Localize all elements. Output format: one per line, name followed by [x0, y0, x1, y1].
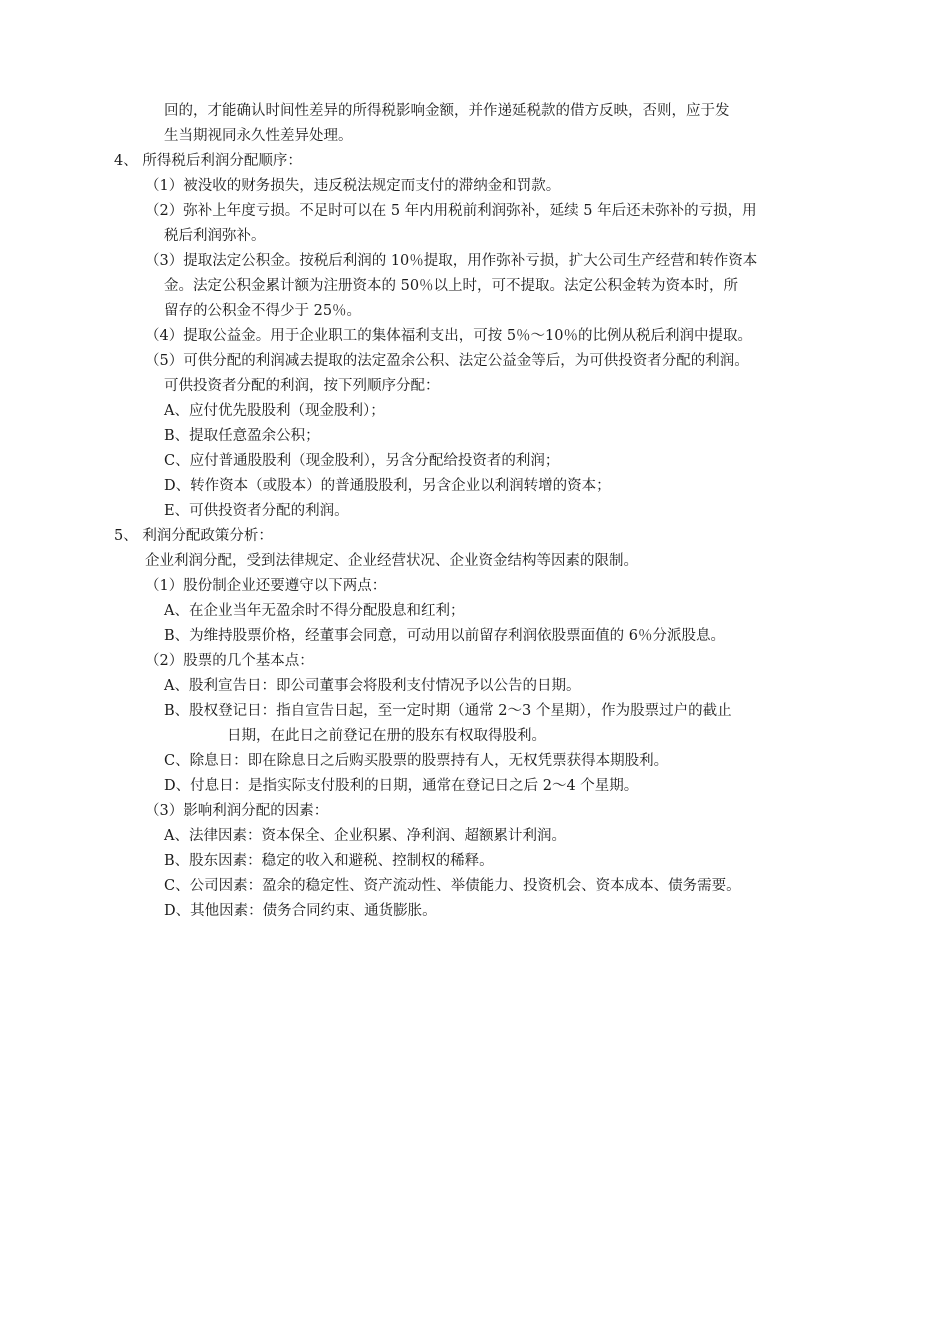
section-4-item-3-line-1: （3）提取法定公积金。按税后利润的 10％提取，用作弥补亏损，扩大公司生产经营和转作资本 — [145, 253, 758, 269]
section-5-part-3-b: B、股东因素：稳定的收入和避税、控制权的稀释。 — [164, 853, 494, 869]
section-4-sub-b: B、提取任意盈余公积； — [164, 428, 320, 444]
section-4-item-2-line-2: 税后利润弥补。 — [164, 228, 266, 244]
section-4-item-5-line-2: 可供投资者分配的利润，按下列顺序分配： — [164, 378, 440, 394]
continuation-line-2: 生当期视同永久性差异处理。 — [164, 128, 353, 144]
section-5-part-2-b-line-2: 日期，在此日之前登记在册的股东有权取得股利。 — [227, 728, 546, 744]
section-4-sub-a: A、应付优先股股利（现金股利）； — [164, 403, 385, 419]
section-5-part-2-d: D、付息日：是指实际支付股利的日期，通常在登记日之后 2～4 个星期。 — [164, 778, 639, 794]
section-5-part-1-title: （1）股份制企业还要遵守以下两点： — [145, 578, 387, 594]
section-4-item-4: （4）提取公益金。用于企业职工的集体福利支出，可按 5％～10％的比例从税后利润中提取。 — [145, 328, 753, 344]
continuation-line-1: 回的，才能确认时间性差异的所得税影响金额，并作递延税款的借方反映，否则，应于发 — [164, 103, 730, 119]
section-4-heading: 4、 所得税后利润分配顺序： — [114, 153, 302, 169]
section-4-sub-e: E、可供投资者分配的利润。 — [164, 503, 349, 519]
section-4-item-5-line-1: （5）可供分配的利润减去提取的法定盈余公积、法定公益金等后，为可供投资者分配的利润。 — [145, 353, 749, 369]
section-5-part-2-b-line-1: B、股权登记日：指自宣告日起，至一定时期（通常 2～3 个星期），作为股票过户的截止 — [164, 703, 732, 719]
section-5-part-2-a: A、股利宣告日：即公司董事会将股利支付情况予以公告的日期。 — [164, 678, 581, 694]
section-5-part-2-title: （2）股票的几个基本点： — [145, 653, 314, 669]
section-4-item-3-line-2: 金。法定公积金累计额为注册资本的 50％以上时，可不提取。法定公积金转为资本时，所 — [164, 278, 739, 294]
section-5-part-3-d: D、其他因素：债务合同约束、通货膨胀。 — [164, 903, 437, 919]
section-5-part-3-c: C、公司因素：盈余的稳定性、资产流动性、举债能力、投资机会、资本成本、债务需要。 — [164, 878, 741, 894]
section-4-item-1: （1）被没收的财务损失，违反税法规定而支付的滞纳金和罚款。 — [145, 178, 561, 194]
section-5-intro: 企业利润分配，受到法律规定、企业经营状况、企业资金结构等因素的限制。 — [145, 553, 638, 569]
section-5-part-3-title: （3）影响利润分配的因素： — [145, 803, 329, 819]
section-5-part-1-a: A、在企业当年无盈余时不得分配股息和红利； — [164, 603, 465, 619]
section-5-part-2-c: C、除息日：即在除息日之后购买股票的股票持有人，无权凭票获得本期股利。 — [164, 753, 669, 769]
section-4-sub-c: C、应付普通股股利（现金股利），另含分配给投资者的利润； — [164, 453, 560, 469]
section-4-item-2-line-1: （2）弥补上年度亏损。不足时可以在 5 年内用税前利润弥补，延续 5 年后还未弥补的亏损，用 — [145, 203, 757, 219]
section-4-sub-d: D、转作资本（或股本）的普通股股利，另含企业以利润转增的资本； — [164, 478, 611, 494]
section-5-heading: 5、 利润分配政策分析： — [114, 528, 273, 544]
section-4-item-3-line-3: 留存的公积金不得少于 25％。 — [164, 303, 362, 319]
section-5-part-1-b: B、为维持股票价格，经董事会同意，可动用以前留存利润依股票面值的 6％分派股息。 — [164, 628, 725, 644]
section-5-part-3-a: A、法律因素：资本保全、企业积累、净利润、超额累计利润。 — [164, 828, 566, 844]
